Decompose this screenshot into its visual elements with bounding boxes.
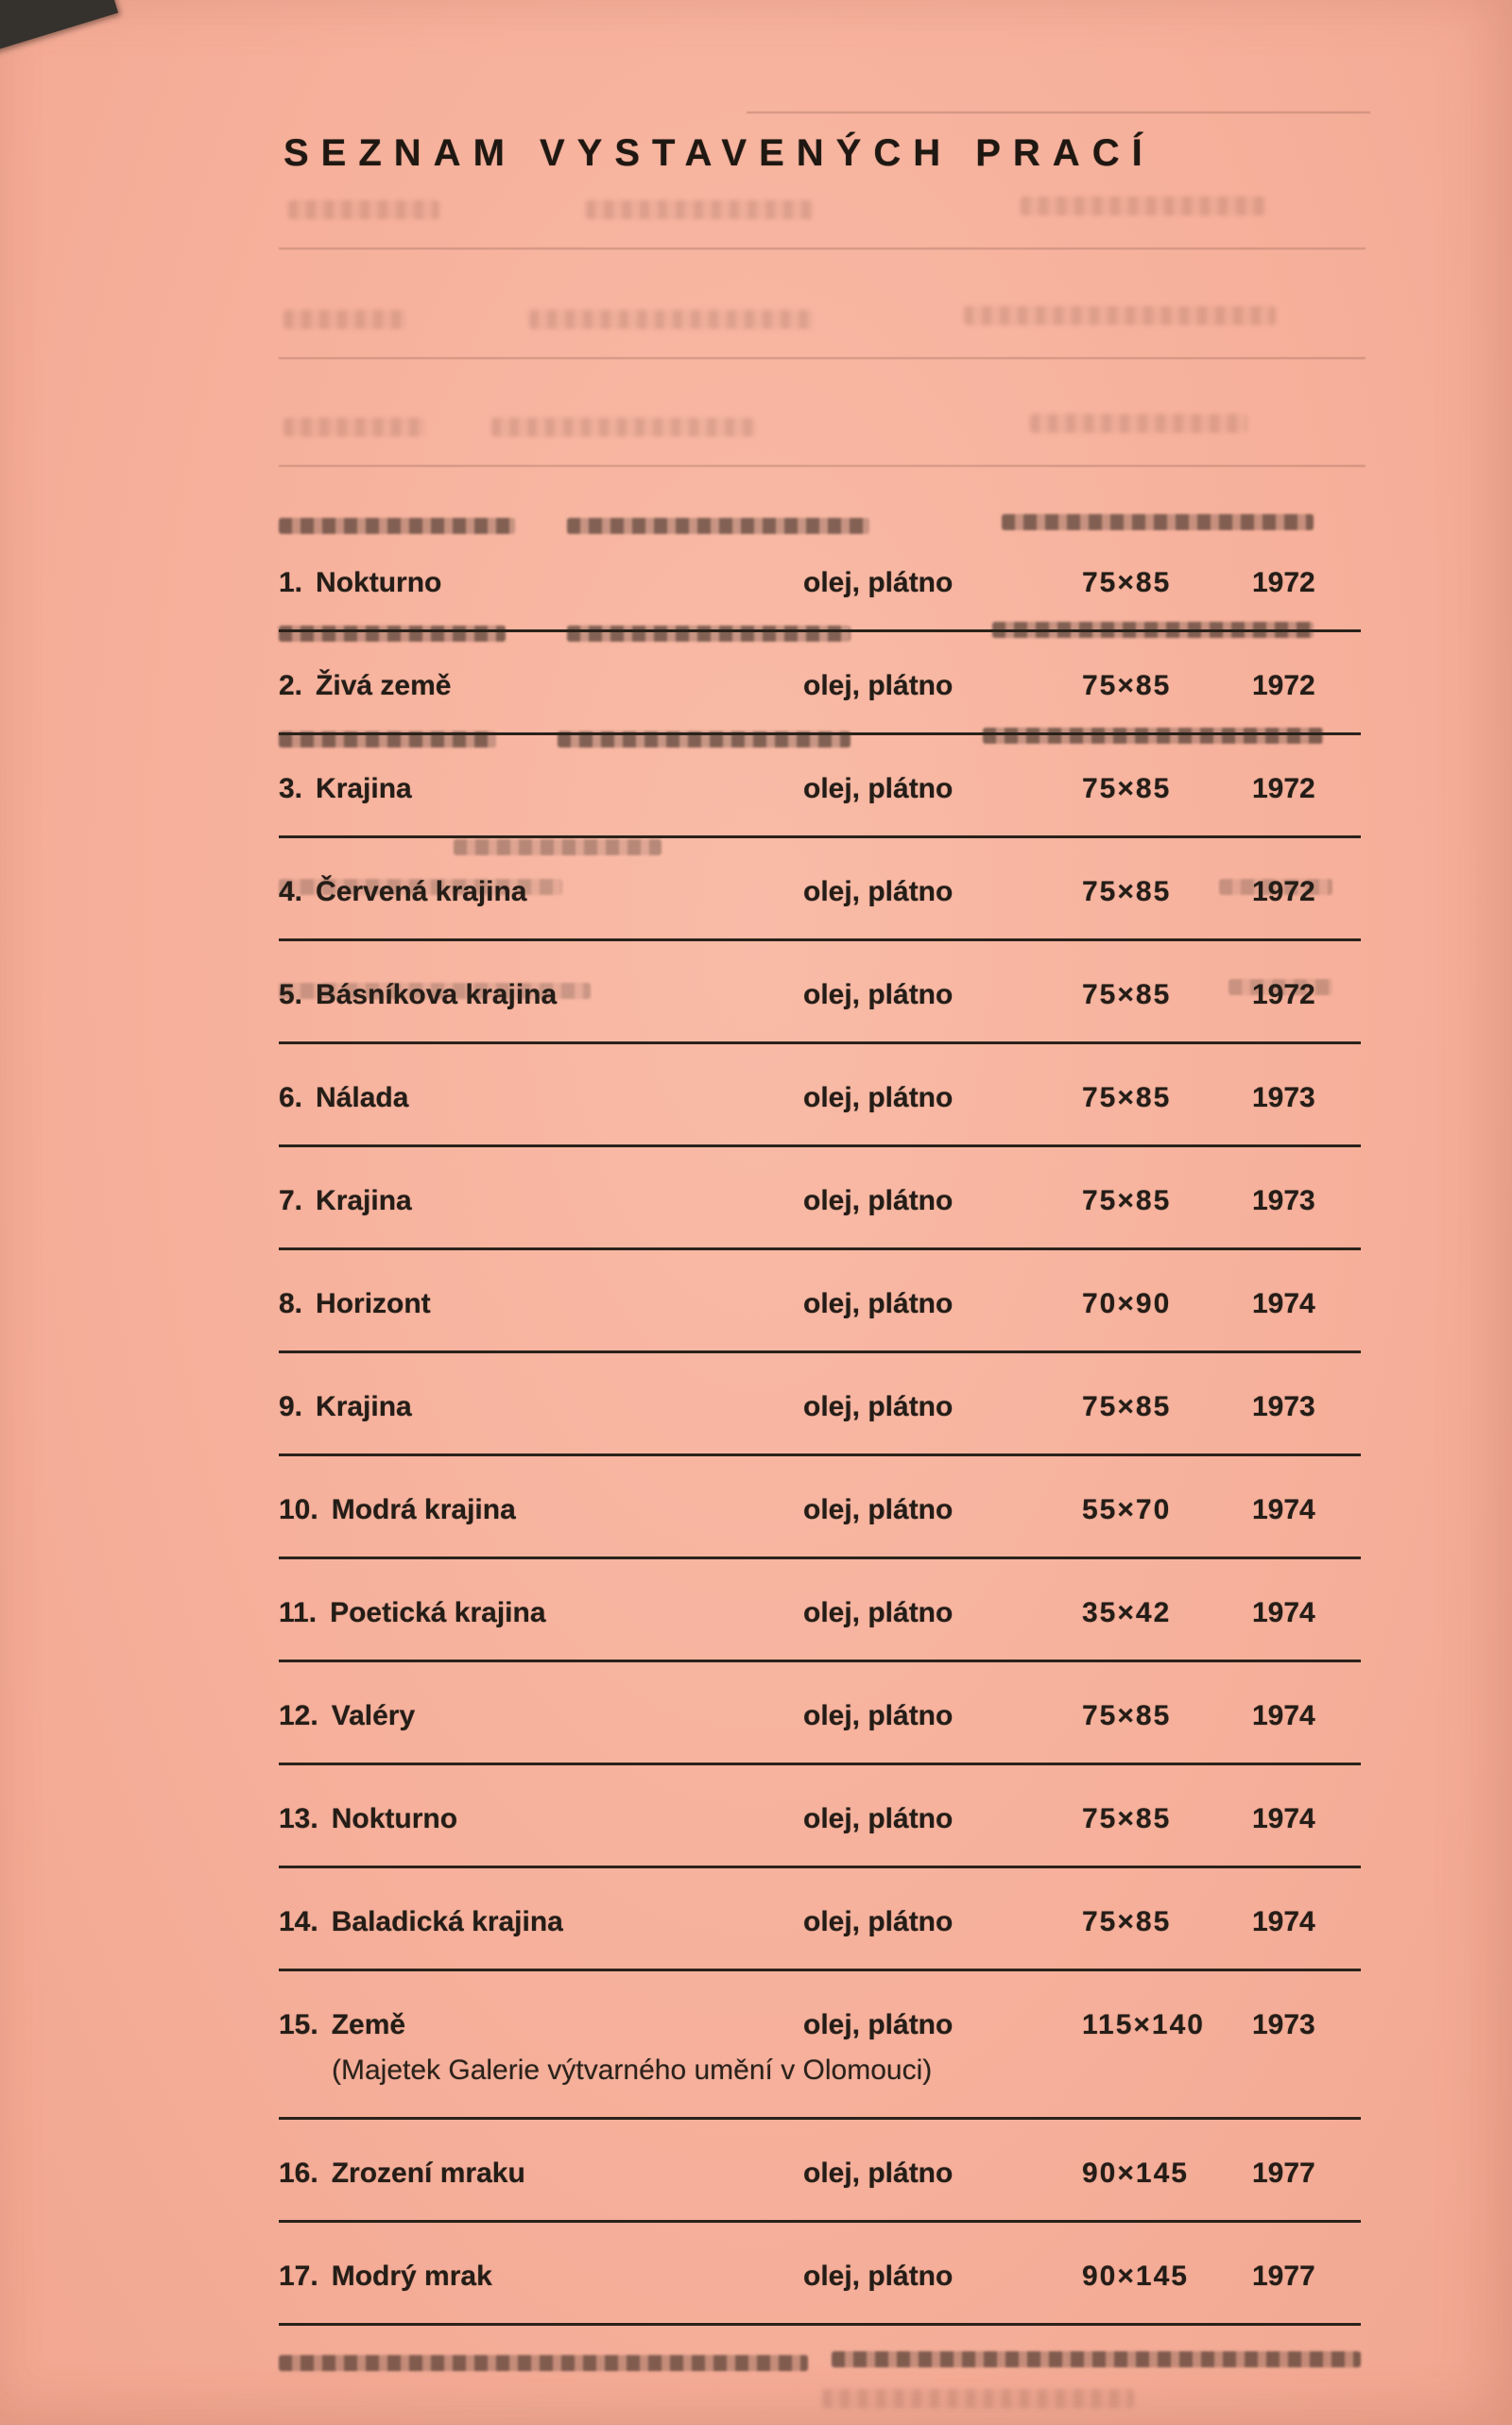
work-title: Modrá krajina — [331, 1494, 516, 1525]
work-dimensions: 75×85 — [1082, 1185, 1172, 1216]
work-year: 1973 — [1252, 2009, 1315, 2040]
work-row — [279, 1250, 1361, 1353]
work-technique: olej, plátno — [803, 773, 954, 804]
work-number: 8. — [279, 1288, 303, 1319]
work-year: 1977 — [1252, 2158, 1315, 2189]
work-dimensions: 75×85 — [1082, 773, 1172, 804]
work-number: 1. — [279, 567, 303, 598]
bleed-through-text — [284, 418, 425, 437]
work-technique: olej, plátno — [803, 670, 954, 701]
work-dimensions: 70×90 — [1082, 1288, 1172, 1319]
page-title: SEZNAM VYSTAVENÝCH PRACÍ — [284, 132, 1155, 174]
work-title: Zrození mraku — [331, 2158, 525, 2189]
work-number: 17. — [279, 2261, 318, 2292]
work-title: Horizont — [316, 1288, 431, 1319]
works-list — [279, 529, 1361, 2326]
work-technique: olej, plátno — [803, 2009, 954, 2040]
work-row — [279, 1456, 1361, 1559]
work-year: 1972 — [1252, 876, 1315, 907]
work-title: Modrý mrak — [331, 2261, 492, 2292]
work-title: Červená krajina — [316, 876, 527, 907]
work-row — [279, 1971, 1361, 2120]
work-title: Valéry — [331, 1700, 416, 1731]
work-row — [279, 1044, 1361, 1147]
work-year: 1972 — [1252, 567, 1315, 598]
bleed-through-text — [491, 418, 756, 437]
work-dimensions: 90×145 — [1082, 2261, 1189, 2292]
work-technique: olej, plátno — [803, 1391, 954, 1422]
ink-smudge — [1002, 514, 1314, 530]
work-row — [279, 735, 1361, 838]
work-year: 1974 — [1252, 1803, 1315, 1834]
work-technique: olej, plátno — [803, 1288, 954, 1319]
work-dimensions: 75×85 — [1082, 876, 1172, 907]
work-row — [279, 1765, 1361, 1868]
bleed-through-text — [1030, 414, 1247, 433]
scratch-line — [279, 357, 1366, 359]
work-number: 4. — [279, 876, 303, 907]
work-row — [279, 838, 1361, 941]
work-number: 2. — [279, 670, 303, 701]
work-technique: olej, plátno — [803, 567, 954, 598]
work-row — [279, 1559, 1361, 1662]
work-row — [279, 1868, 1361, 1971]
work-technique: olej, plátno — [803, 1700, 954, 1731]
work-title: Krajina — [316, 1185, 412, 1216]
work-dimensions: 75×85 — [1082, 1906, 1172, 1937]
work-title: Krajina — [316, 1391, 412, 1422]
scratch-line — [279, 465, 1366, 467]
work-row — [279, 2120, 1361, 2223]
work-technique: olej, plátno — [803, 2158, 954, 2189]
work-number: 11. — [279, 1597, 318, 1628]
work-number: 15. — [279, 2009, 318, 2040]
work-number: 14. — [279, 1906, 318, 1937]
work-year: 1972 — [1252, 979, 1315, 1010]
work-year: 1974 — [1252, 1906, 1315, 1937]
work-number: 5. — [279, 979, 303, 1010]
work-number: 7. — [279, 1185, 303, 1216]
scratch-line — [279, 248, 1366, 249]
work-year: 1977 — [1252, 2261, 1315, 2292]
work-number: 9. — [279, 1391, 303, 1422]
work-year: 1974 — [1252, 1288, 1315, 1319]
work-dimensions: 75×85 — [1082, 567, 1172, 598]
work-dimensions: 75×85 — [1082, 1803, 1172, 1834]
work-year: 1973 — [1252, 1082, 1315, 1113]
work-row — [279, 632, 1361, 735]
bleed-through-text — [284, 310, 406, 329]
work-row — [279, 1662, 1361, 1765]
work-title: Živá země — [316, 670, 452, 701]
work-title: Nálada — [316, 1082, 409, 1113]
work-dimensions: 75×85 — [1082, 1082, 1172, 1113]
work-technique: olej, plátno — [803, 1082, 954, 1113]
work-year: 1973 — [1252, 1391, 1315, 1422]
work-technique: olej, plátno — [803, 1803, 954, 1834]
work-dimensions: 55×70 — [1082, 1494, 1172, 1525]
bleed-through-text — [529, 310, 813, 329]
scratch-line — [747, 112, 1370, 113]
work-row — [279, 1147, 1361, 1250]
work-technique: olej, plátno — [803, 1494, 954, 1525]
bleed-through-text — [822, 2389, 1134, 2408]
work-number: 16. — [279, 2158, 318, 2189]
work-year: 1974 — [1252, 1494, 1315, 1525]
work-row — [279, 941, 1361, 1044]
work-title: Krajina — [316, 773, 412, 804]
work-row — [279, 2223, 1361, 2326]
work-technique: olej, plátno — [803, 2261, 954, 2292]
bleed-through-text — [586, 200, 813, 219]
work-title: Poetická krajina — [330, 1597, 546, 1628]
work-title: Nokturno — [331, 1803, 458, 1834]
bleed-through-text — [288, 200, 439, 219]
work-title: Baladická krajina — [331, 1906, 563, 1937]
work-year: 1972 — [1252, 773, 1315, 804]
work-technique: olej, plátno — [803, 1597, 954, 1628]
bleed-through-text — [964, 306, 1276, 325]
work-dimensions: 75×85 — [1082, 979, 1172, 1010]
bleed-through-text — [1021, 197, 1266, 215]
work-number: 10. — [279, 1494, 318, 1525]
work-dimensions: 75×85 — [1082, 1391, 1172, 1422]
work-technique: olej, plátno — [803, 1906, 954, 1937]
corner-fold-artifact — [0, 0, 118, 60]
work-year: 1973 — [1252, 1185, 1315, 1216]
ink-smudge — [832, 2351, 1361, 2367]
work-note: (Majetek Galerie výtvarného umění v Olomouci) — [332, 2055, 933, 2086]
work-row — [279, 1353, 1361, 1456]
work-technique: olej, plátno — [803, 876, 954, 907]
work-dimensions: 90×145 — [1082, 2158, 1189, 2189]
work-number: 13. — [279, 1803, 318, 1834]
work-dimensions: 75×85 — [1082, 670, 1172, 701]
ink-smudge — [279, 2355, 808, 2371]
work-dimensions: 35×42 — [1082, 1597, 1172, 1628]
work-title: Básníkova krajina — [316, 979, 558, 1010]
work-number: 12. — [279, 1700, 318, 1731]
work-dimensions: 115×140 — [1082, 2009, 1205, 2040]
work-row — [279, 529, 1361, 632]
work-title: Nokturno — [316, 567, 442, 598]
work-dimensions: 75×85 — [1082, 1700, 1172, 1731]
work-title: Země — [331, 2009, 406, 2040]
work-year: 1972 — [1252, 670, 1315, 701]
work-year: 1974 — [1252, 1597, 1315, 1628]
work-year: 1974 — [1252, 1700, 1315, 1731]
work-number: 3. — [279, 773, 303, 804]
work-technique: olej, plátno — [803, 979, 954, 1010]
work-number: 6. — [279, 1082, 303, 1113]
work-technique: olej, plátno — [803, 1185, 954, 1216]
